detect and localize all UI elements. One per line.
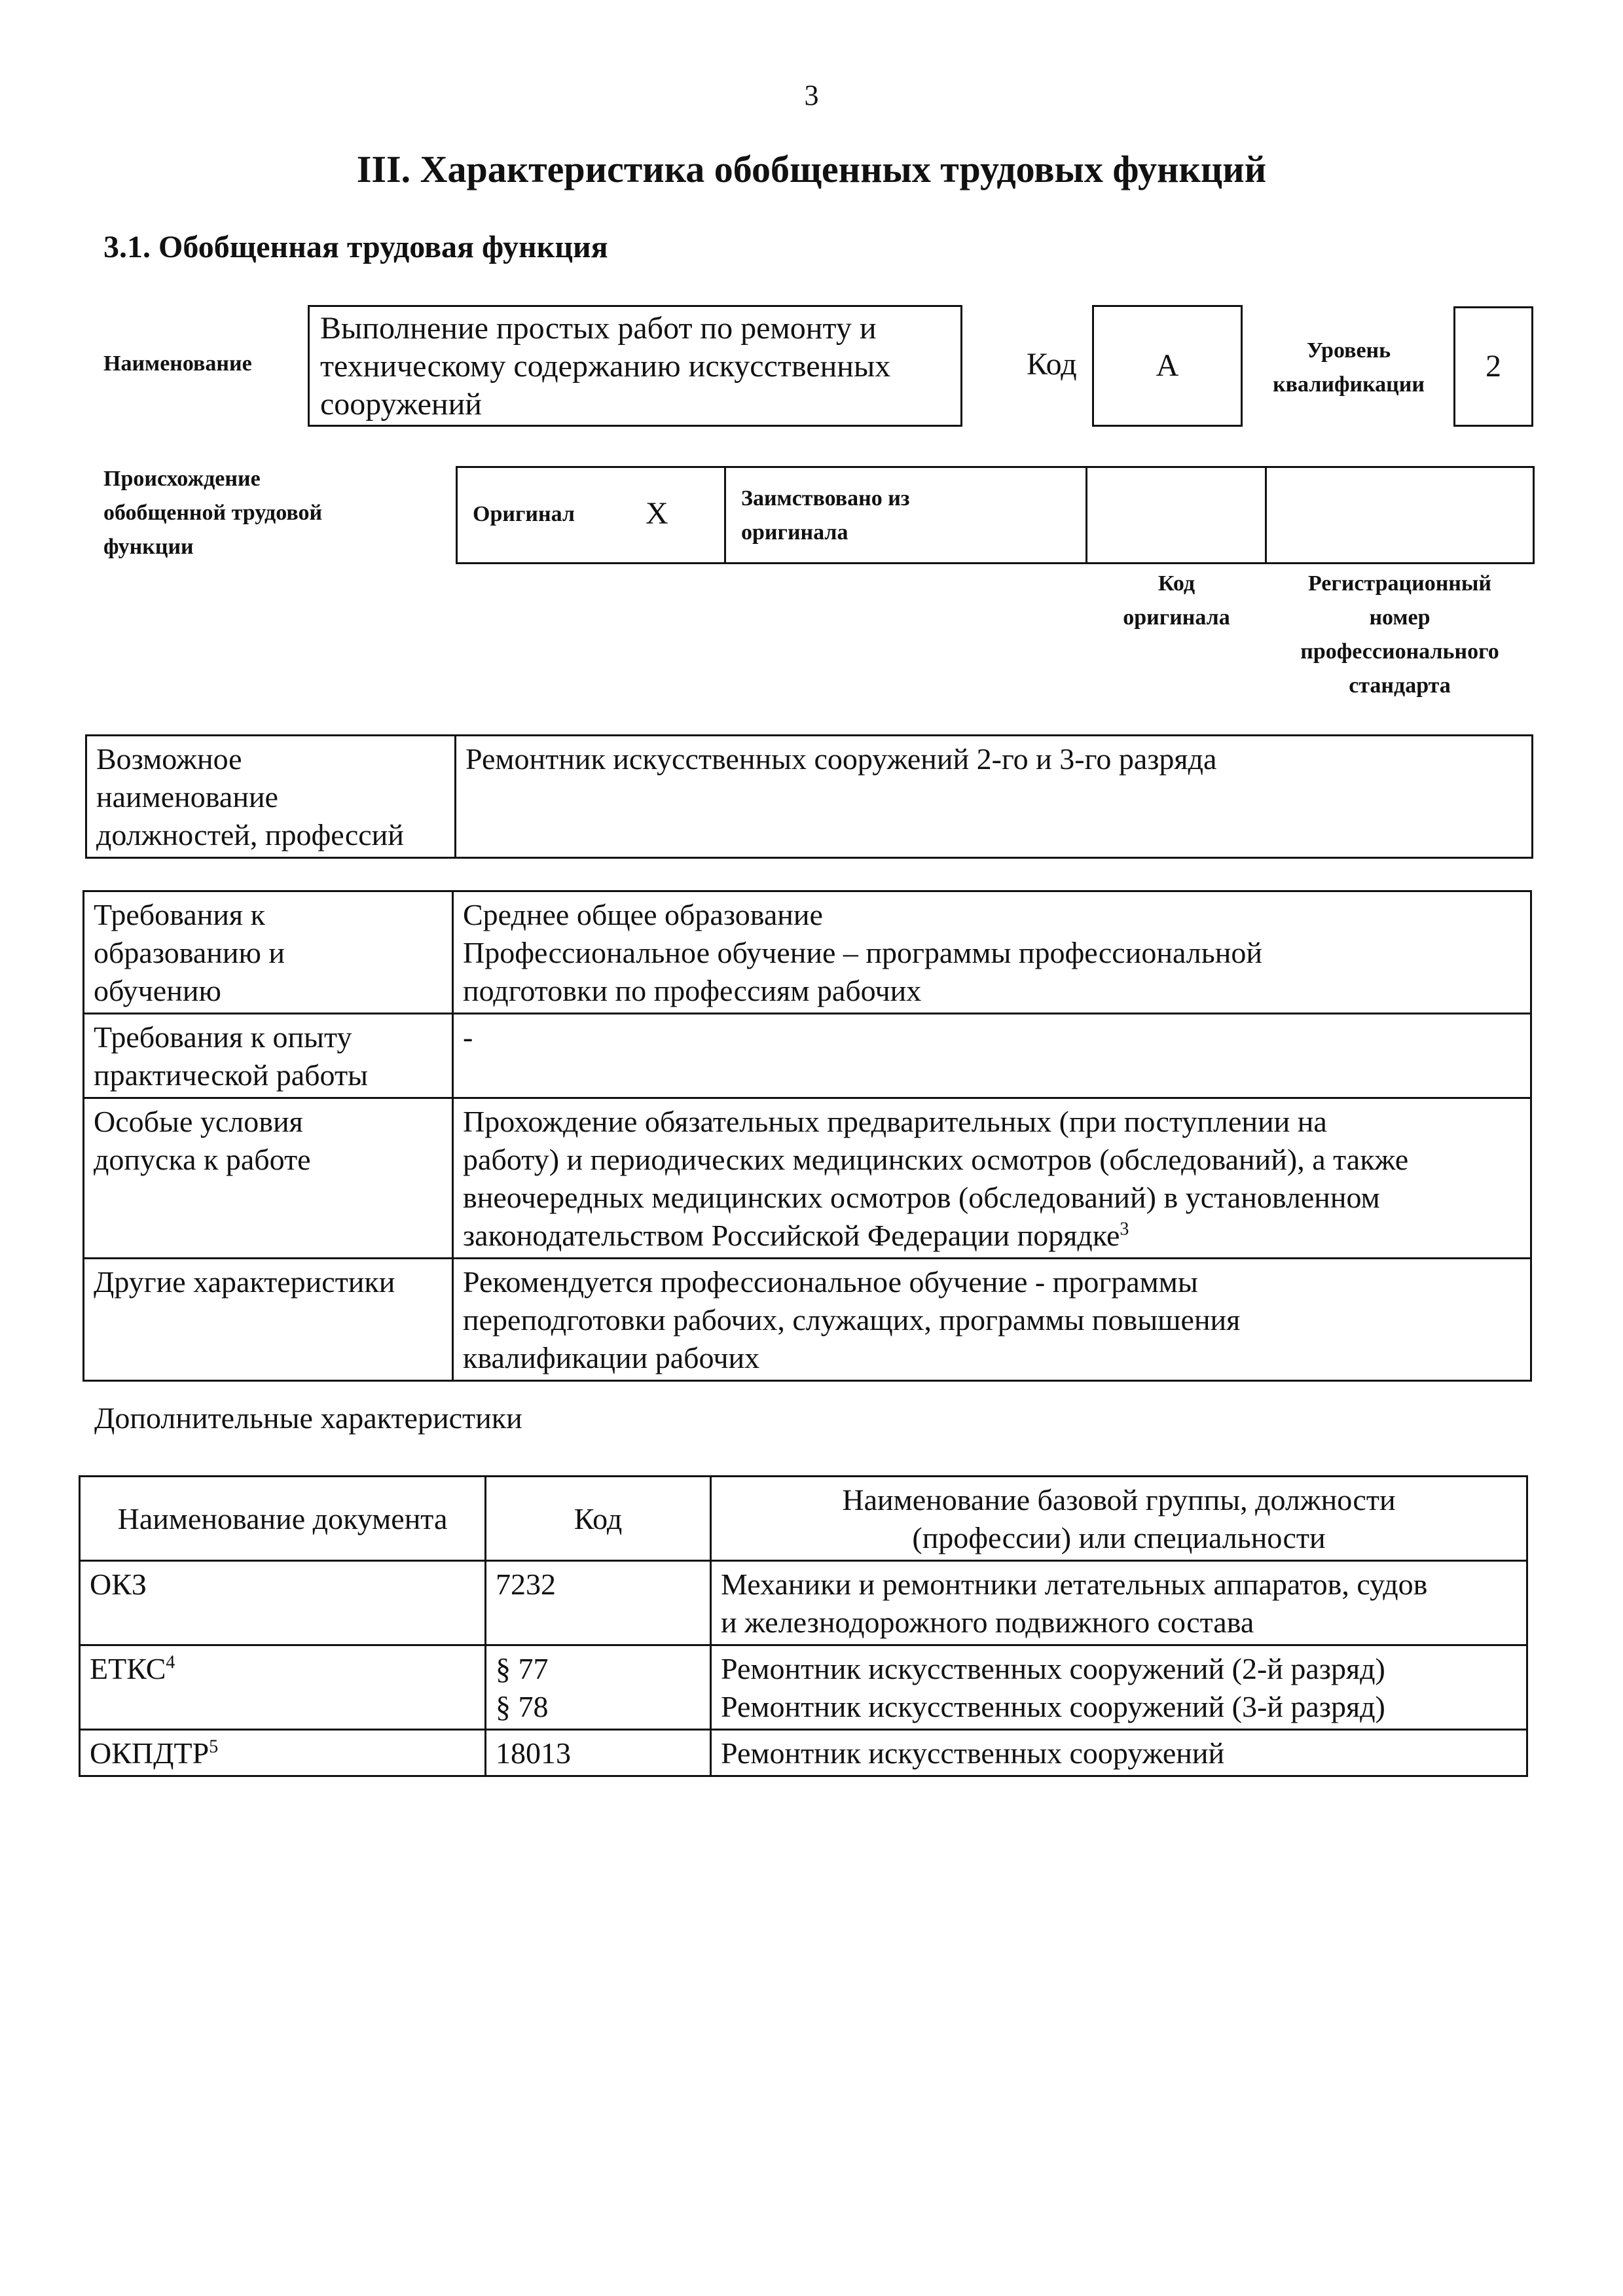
column-header: Наименование документа: [80, 1477, 486, 1561]
table-row: [86, 736, 1533, 858]
table-row: [84, 1014, 1531, 1098]
original-mark: Х: [646, 496, 668, 531]
subsection-title: 3.1. Обобщенная трудовая функция: [103, 230, 608, 264]
doc-name: ОКЗ: [90, 1568, 147, 1601]
origin-label: Происхождение обобщенной трудовой функции: [103, 467, 323, 559]
requirement-value: Рекомендуется профессиональное обучение - программы переподготовки рабочих, служащих, программы повышения квалификации рабочих: [453, 1259, 1531, 1381]
code-label: Код: [1027, 347, 1077, 382]
footnote-ref: 4: [166, 1652, 175, 1673]
requirement-value: -: [453, 1014, 1531, 1098]
code-original-caption: Код оригинала: [1123, 571, 1230, 630]
doc-name: ОКПДТР: [90, 1736, 210, 1770]
footnote-ref: 5: [209, 1736, 219, 1757]
divider: [724, 466, 726, 564]
additional-heading: Дополнительные характеристики: [94, 1401, 522, 1435]
group-name-cell: Ремонтник искусственных сооружений: [711, 1730, 1527, 1776]
requirement-value: Среднее общее образование Профессиональное обучение – программы профессиональной подготовки по профессиям рабочих: [453, 891, 1531, 1014]
origin-frame: [456, 466, 1535, 564]
code-cell: 18013: [486, 1730, 711, 1776]
divider: [1085, 466, 1087, 564]
reg-number-caption: Регистрационный номер профессионального стандарта: [1300, 571, 1499, 698]
level-value-box: 2: [1453, 306, 1533, 427]
code-value-box: А: [1092, 305, 1243, 427]
requirement-label: Особые условия допуска к работе: [84, 1098, 453, 1259]
table-row: [80, 1645, 1527, 1730]
doc-name: ЕТКС: [90, 1652, 166, 1685]
borrowed-label: Заимствовано из оригинала: [741, 486, 910, 545]
divider: [1265, 466, 1267, 564]
positions-label: Возможное наименование должностей, профессий: [86, 736, 456, 858]
doc-cell: [80, 1645, 486, 1730]
column-header: Наименование базовой группы, должности (профессии) или специальности: [711, 1477, 1527, 1561]
name-label: Наименование: [103, 351, 252, 376]
page-number: 3: [804, 79, 819, 111]
positions-table: [85, 734, 1533, 859]
code-cell: § 77 § 78: [486, 1645, 711, 1730]
level-label: Уровень квалификации: [1273, 338, 1425, 397]
requirement-label: Требования к образованию и обучению: [84, 891, 453, 1014]
original-label: Оригинал: [473, 502, 575, 526]
requirements-table: [82, 890, 1532, 1382]
table-row: [80, 1730, 1527, 1776]
table-row: [80, 1561, 1527, 1645]
footnote-ref: 3: [1120, 1219, 1129, 1240]
column-header: Код: [486, 1477, 711, 1561]
section-title: III. Характеристика обобщенных трудовых функций: [356, 148, 1267, 190]
table-header-row: [80, 1477, 1527, 1561]
group-name-cell: Механики и ремонтники летательных аппаратов, судов и железнодорожного подвижного состава: [711, 1561, 1527, 1645]
function-name-box: Выполнение простых работ по ремонту и техническому содержанию искусственных сооружений: [308, 305, 962, 427]
positions-value: Ремонтник искусственных сооружений 2-го и 3-го разряда: [456, 736, 1533, 858]
group-name-cell: Ремонтник искусственных сооружений (2-й разряд) Ремонтник искусственных сооружений (3-й разряд): [711, 1645, 1527, 1730]
table-row: [84, 1098, 1531, 1259]
requirement-label: Другие характеристики: [84, 1259, 453, 1381]
table-row: [84, 1259, 1531, 1381]
additional-table: [79, 1475, 1528, 1777]
doc-cell: [80, 1561, 486, 1645]
code-cell: 7232: [486, 1561, 711, 1645]
requirement-label: Требования к опыту практической работы: [84, 1014, 453, 1098]
table-row: [84, 891, 1531, 1014]
doc-cell: [80, 1730, 486, 1776]
requirement-value: [453, 1098, 1531, 1259]
requirement-text: Прохождение обязательных предварительных (при поступлении на работу) и периодических медицинских осмотров (обследований), а также внеочередных медицинских осмотров (обследований) в установленном законодательством Российской Федерации порядке: [463, 1105, 1409, 1252]
